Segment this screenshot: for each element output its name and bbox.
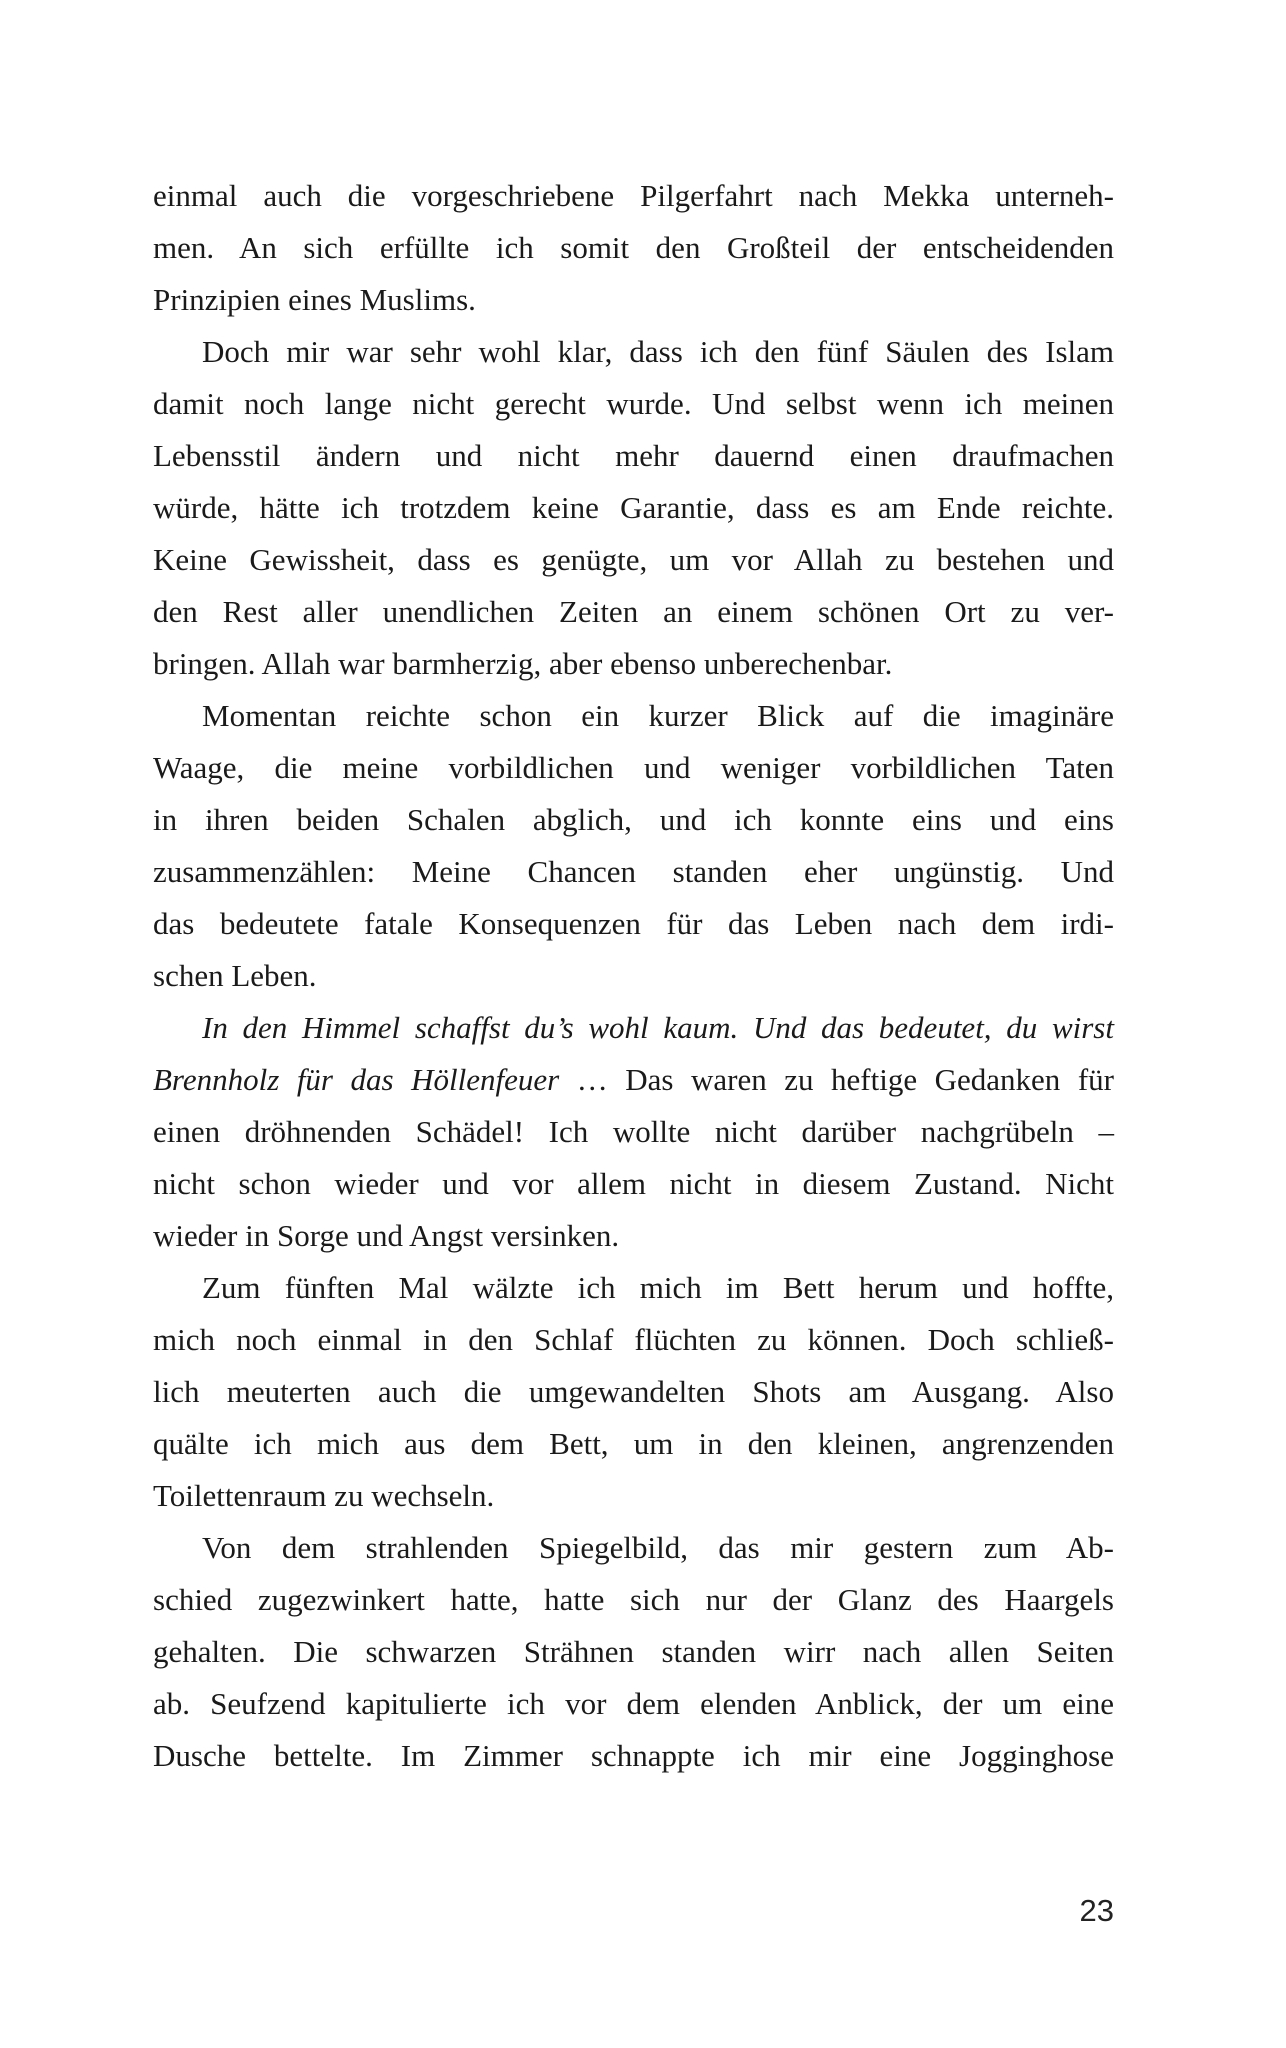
line-text: schied zugezwinkert hatte, hatte sich nur der Glanz des Haargels <box>153 1582 1114 1617</box>
text-line <box>153 898 1114 950</box>
line-text: in ihren beiden Schalen abglich, und ich konnte eins und eins <box>153 802 1114 837</box>
text-line <box>153 1210 1114 1262</box>
text-line <box>153 846 1114 898</box>
line-text: Zum fünften Mal wälzte ich mich im Bett herum und hoffte, <box>202 1270 1114 1305</box>
line-text: zusammenzählen: Meine Chancen standen eher ungünstig. Und <box>153 854 1114 889</box>
line-text: damit noch lange nicht gerecht wurde. Und selbst wenn ich meinen <box>153 386 1114 421</box>
text-line <box>153 1314 1114 1366</box>
text-line <box>153 326 1114 378</box>
text-line <box>153 794 1114 846</box>
line-text: wieder in Sorge und Angst versinken. <box>153 1218 620 1253</box>
line-text: quälte ich mich aus dem Bett, um in den kleinen, angrenzenden <box>153 1426 1114 1461</box>
text-line <box>153 378 1114 430</box>
text-line <box>153 638 1114 690</box>
text-line <box>153 1470 1114 1522</box>
line-text: den Rest aller unendlichen Zeiten an einem schönen Ort zu ver- <box>153 594 1114 629</box>
text-line <box>153 1262 1114 1314</box>
text-line <box>153 170 1114 222</box>
text-line <box>153 950 1114 1002</box>
text-line <box>153 1054 1114 1106</box>
line-text: Waage, die meine vorbildlichen und weniger vorbildlichen Taten <box>153 750 1114 785</box>
line-text: Doch mir war sehr wohl klar, dass ich den fünf Säulen des Islam <box>202 334 1114 369</box>
line-text: einmal auch die vorgeschriebene Pilgerfahrt nach Mekka unterneh- <box>153 178 1114 213</box>
line-text: würde, hätte ich trotzdem keine Garantie, dass es am Ende reichte. <box>153 490 1114 525</box>
line-text: einen dröhnenden Schädel! Ich wollte nicht darüber nachgrübeln – <box>153 1114 1114 1149</box>
line-text: Prinzipien eines Muslims. <box>153 282 476 317</box>
text-line <box>153 1158 1114 1210</box>
line-text: bringen. Allah war barmherzig, aber ebenso unberechenbar. <box>153 646 893 681</box>
text-line <box>153 1002 1114 1054</box>
line-text: gehalten. Die schwarzen Strähnen standen wirr nach allen Seiten <box>153 1634 1114 1669</box>
text-line <box>153 690 1114 742</box>
line-text: Von dem strahlenden Spiegelbild, das mir gestern zum Ab- <box>202 1530 1114 1565</box>
text-line <box>153 1418 1114 1470</box>
line-text: ab. Seufzend kapitulierte ich vor dem elenden Anblick, der um eine <box>153 1686 1114 1721</box>
page-number: 23 <box>1079 1893 1114 1928</box>
text-line <box>153 222 1114 274</box>
text-line <box>153 482 1114 534</box>
line-text: Dusche bettelte. Im Zimmer schnappte ich mir eine Jogginghose <box>153 1738 1114 1773</box>
line-text: Lebensstil ändern und nicht mehr dauernd einen draufmachen <box>153 438 1114 473</box>
line-text: Toilettenraum zu wechseln. <box>153 1478 495 1513</box>
italic-thought: In den Himmel schaffst du’s wohl kaum. Und das bedeutet, du wirst <box>202 1010 1114 1045</box>
text-line <box>153 274 1114 326</box>
text-line <box>153 1522 1114 1574</box>
text-line <box>153 430 1114 482</box>
text-line <box>153 1574 1114 1626</box>
line-text: Momentan reichte schon ein kurzer Blick auf die imaginäre <box>202 698 1114 733</box>
italic-thought: Brennholz für das Höllenfeuer <box>153 1062 560 1097</box>
body-text <box>153 170 1114 1782</box>
text-line <box>153 1366 1114 1418</box>
text-line <box>153 1106 1114 1158</box>
line-text: lich meuterten auch die umgewandelten Shots am Ausgang. Also <box>153 1374 1114 1409</box>
text-line <box>153 1730 1114 1782</box>
line-text: Keine Gewissheit, dass es genügte, um vor Allah zu bestehen und <box>153 542 1114 577</box>
line-text: das bedeutete fatale Konsequenzen für das Leben nach dem irdi- <box>153 906 1114 941</box>
text-line <box>153 534 1114 586</box>
text-line <box>153 1678 1114 1730</box>
text-line <box>153 1626 1114 1678</box>
line-text: schen Leben. <box>153 958 317 993</box>
text-line <box>153 586 1114 638</box>
line-text: mich noch einmal in den Schlaf flüchten zu können. Doch schließ- <box>153 1322 1114 1357</box>
line-text: men. An sich erfüllte ich somit den Großteil der entscheidenden <box>153 230 1114 265</box>
line-text: nicht schon wieder und vor allem nicht in diesem Zustand. Nicht <box>153 1166 1114 1201</box>
text-line <box>153 742 1114 794</box>
line-text: … Das waren zu heftige Gedanken für <box>559 1062 1114 1097</box>
